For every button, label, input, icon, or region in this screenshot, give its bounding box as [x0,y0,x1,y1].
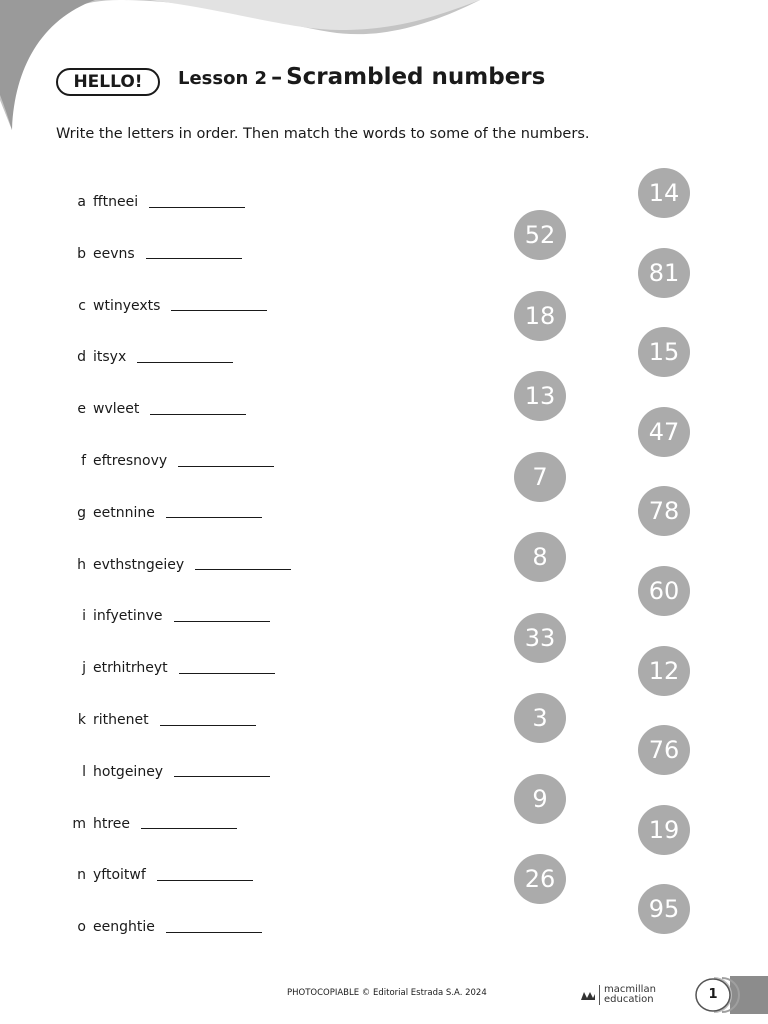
item-letter: o [77,919,86,936]
item-letter: l [82,763,86,780]
number-circle[interactable]: 12 [638,646,690,696]
number-circle[interactable]: 52 [514,210,566,260]
item-letter: h [77,556,86,573]
answer-line[interactable] [174,621,270,622]
item-letter: j [82,660,86,677]
scrambled-word: etrhitrheyt [93,660,168,677]
scrambled-word: itsyx [93,349,127,366]
scrambled-word: wtinyexts [93,297,161,314]
number-circle[interactable]: 60 [638,566,690,616]
word-item-e [66,398,246,420]
word-item-d [66,346,233,368]
answer-line[interactable] [150,414,246,415]
scrambled-word: yftoitwf [93,867,146,884]
word-item-n [66,864,253,886]
word-item-b [66,243,242,265]
item-letter: c [78,297,86,314]
word-item-j [66,657,275,679]
number-circle[interactable]: 19 [638,805,690,855]
word-item-o [66,916,262,938]
scrambled-word: hotgeiney [93,763,164,780]
scrambled-word: eevns [93,245,135,262]
title-dash: – [271,65,283,90]
page-title [178,64,545,90]
lesson-topic: Scrambled numbers [286,64,546,90]
scrambled-word: fftneei [93,194,139,210]
answer-line[interactable] [146,258,242,259]
scrambled-word: eetnnine [93,504,155,521]
number-circle[interactable]: 78 [638,486,690,536]
number-circle[interactable]: 47 [638,407,690,457]
item-letter: i [82,608,86,625]
number-circle[interactable]: 26 [514,854,566,904]
instructions-text: Write the letters in order. Then match the words to some of the numbers. [56,126,590,142]
number-circle[interactable]: 18 [514,291,566,341]
answer-line[interactable] [157,880,253,881]
logo-line-macmillan: macmillan [604,984,656,995]
hello-badge: HELLO! [56,68,160,96]
word-item-k [66,709,256,731]
item-letter: d [77,349,86,366]
item-letter: f [81,453,86,469]
number-circle[interactable]: 14 [638,168,690,218]
scrambled-word: rithenet [93,712,149,728]
number-circle[interactable]: 81 [638,248,690,298]
answer-line[interactable] [149,207,245,208]
scrambled-word: infyetinve [93,608,163,625]
answer-line[interactable] [178,466,274,467]
number-circle[interactable]: 95 [638,884,690,934]
answer-line[interactable] [195,569,291,570]
answer-line[interactable] [160,725,256,726]
logo-separator [599,985,600,1005]
word-item-l [66,761,270,783]
item-letter: k [77,712,86,728]
word-item-h [66,554,291,576]
scrambled-word: evthstngeiey [93,556,185,573]
item-letter: a [77,194,86,210]
answer-line[interactable] [171,310,267,311]
answer-line[interactable] [141,828,237,829]
item-letter: g [77,504,86,521]
number-circle[interactable]: 13 [514,371,566,421]
copyright-text: PHOTOCOPIABLE © Editorial Estrada S.A. 2024 [287,988,487,998]
number-circle[interactable]: 15 [638,327,690,377]
word-item-g [66,502,262,524]
word-item-f [66,450,274,472]
word-item-c [66,295,267,317]
word-item-a [66,191,245,213]
answer-line[interactable] [137,362,233,363]
item-letter: e [77,401,86,418]
page-number: 1 [708,986,718,1002]
answer-line[interactable] [179,673,275,674]
macmillan-logo [581,985,656,1005]
logo-line-education: education [604,994,654,1005]
scrambled-word: htree [93,815,131,832]
lesson-label: Lesson 2 [178,68,268,89]
scrambled-word: eftresnovy [93,453,168,469]
item-letter: n [77,867,86,884]
word-item-i [66,605,270,627]
macmillan-mark-icon [581,990,595,1000]
scrambled-word: wvleet [93,401,140,418]
number-circle[interactable]: 8 [514,532,566,582]
answer-line[interactable] [166,517,262,518]
answer-line[interactable] [166,932,262,933]
number-circle[interactable]: 7 [514,452,566,502]
scrambled-word: eenghtie [93,919,155,936]
item-letter: m [72,815,86,832]
answer-line[interactable] [174,776,270,777]
number-circle[interactable]: 33 [514,613,566,663]
item-letter: b [77,245,86,262]
number-circle[interactable]: 3 [514,693,566,743]
logo-wordmark [604,985,656,1005]
number-circle[interactable]: 9 [514,774,566,824]
number-circle[interactable]: 76 [638,725,690,775]
word-item-m [66,813,237,835]
